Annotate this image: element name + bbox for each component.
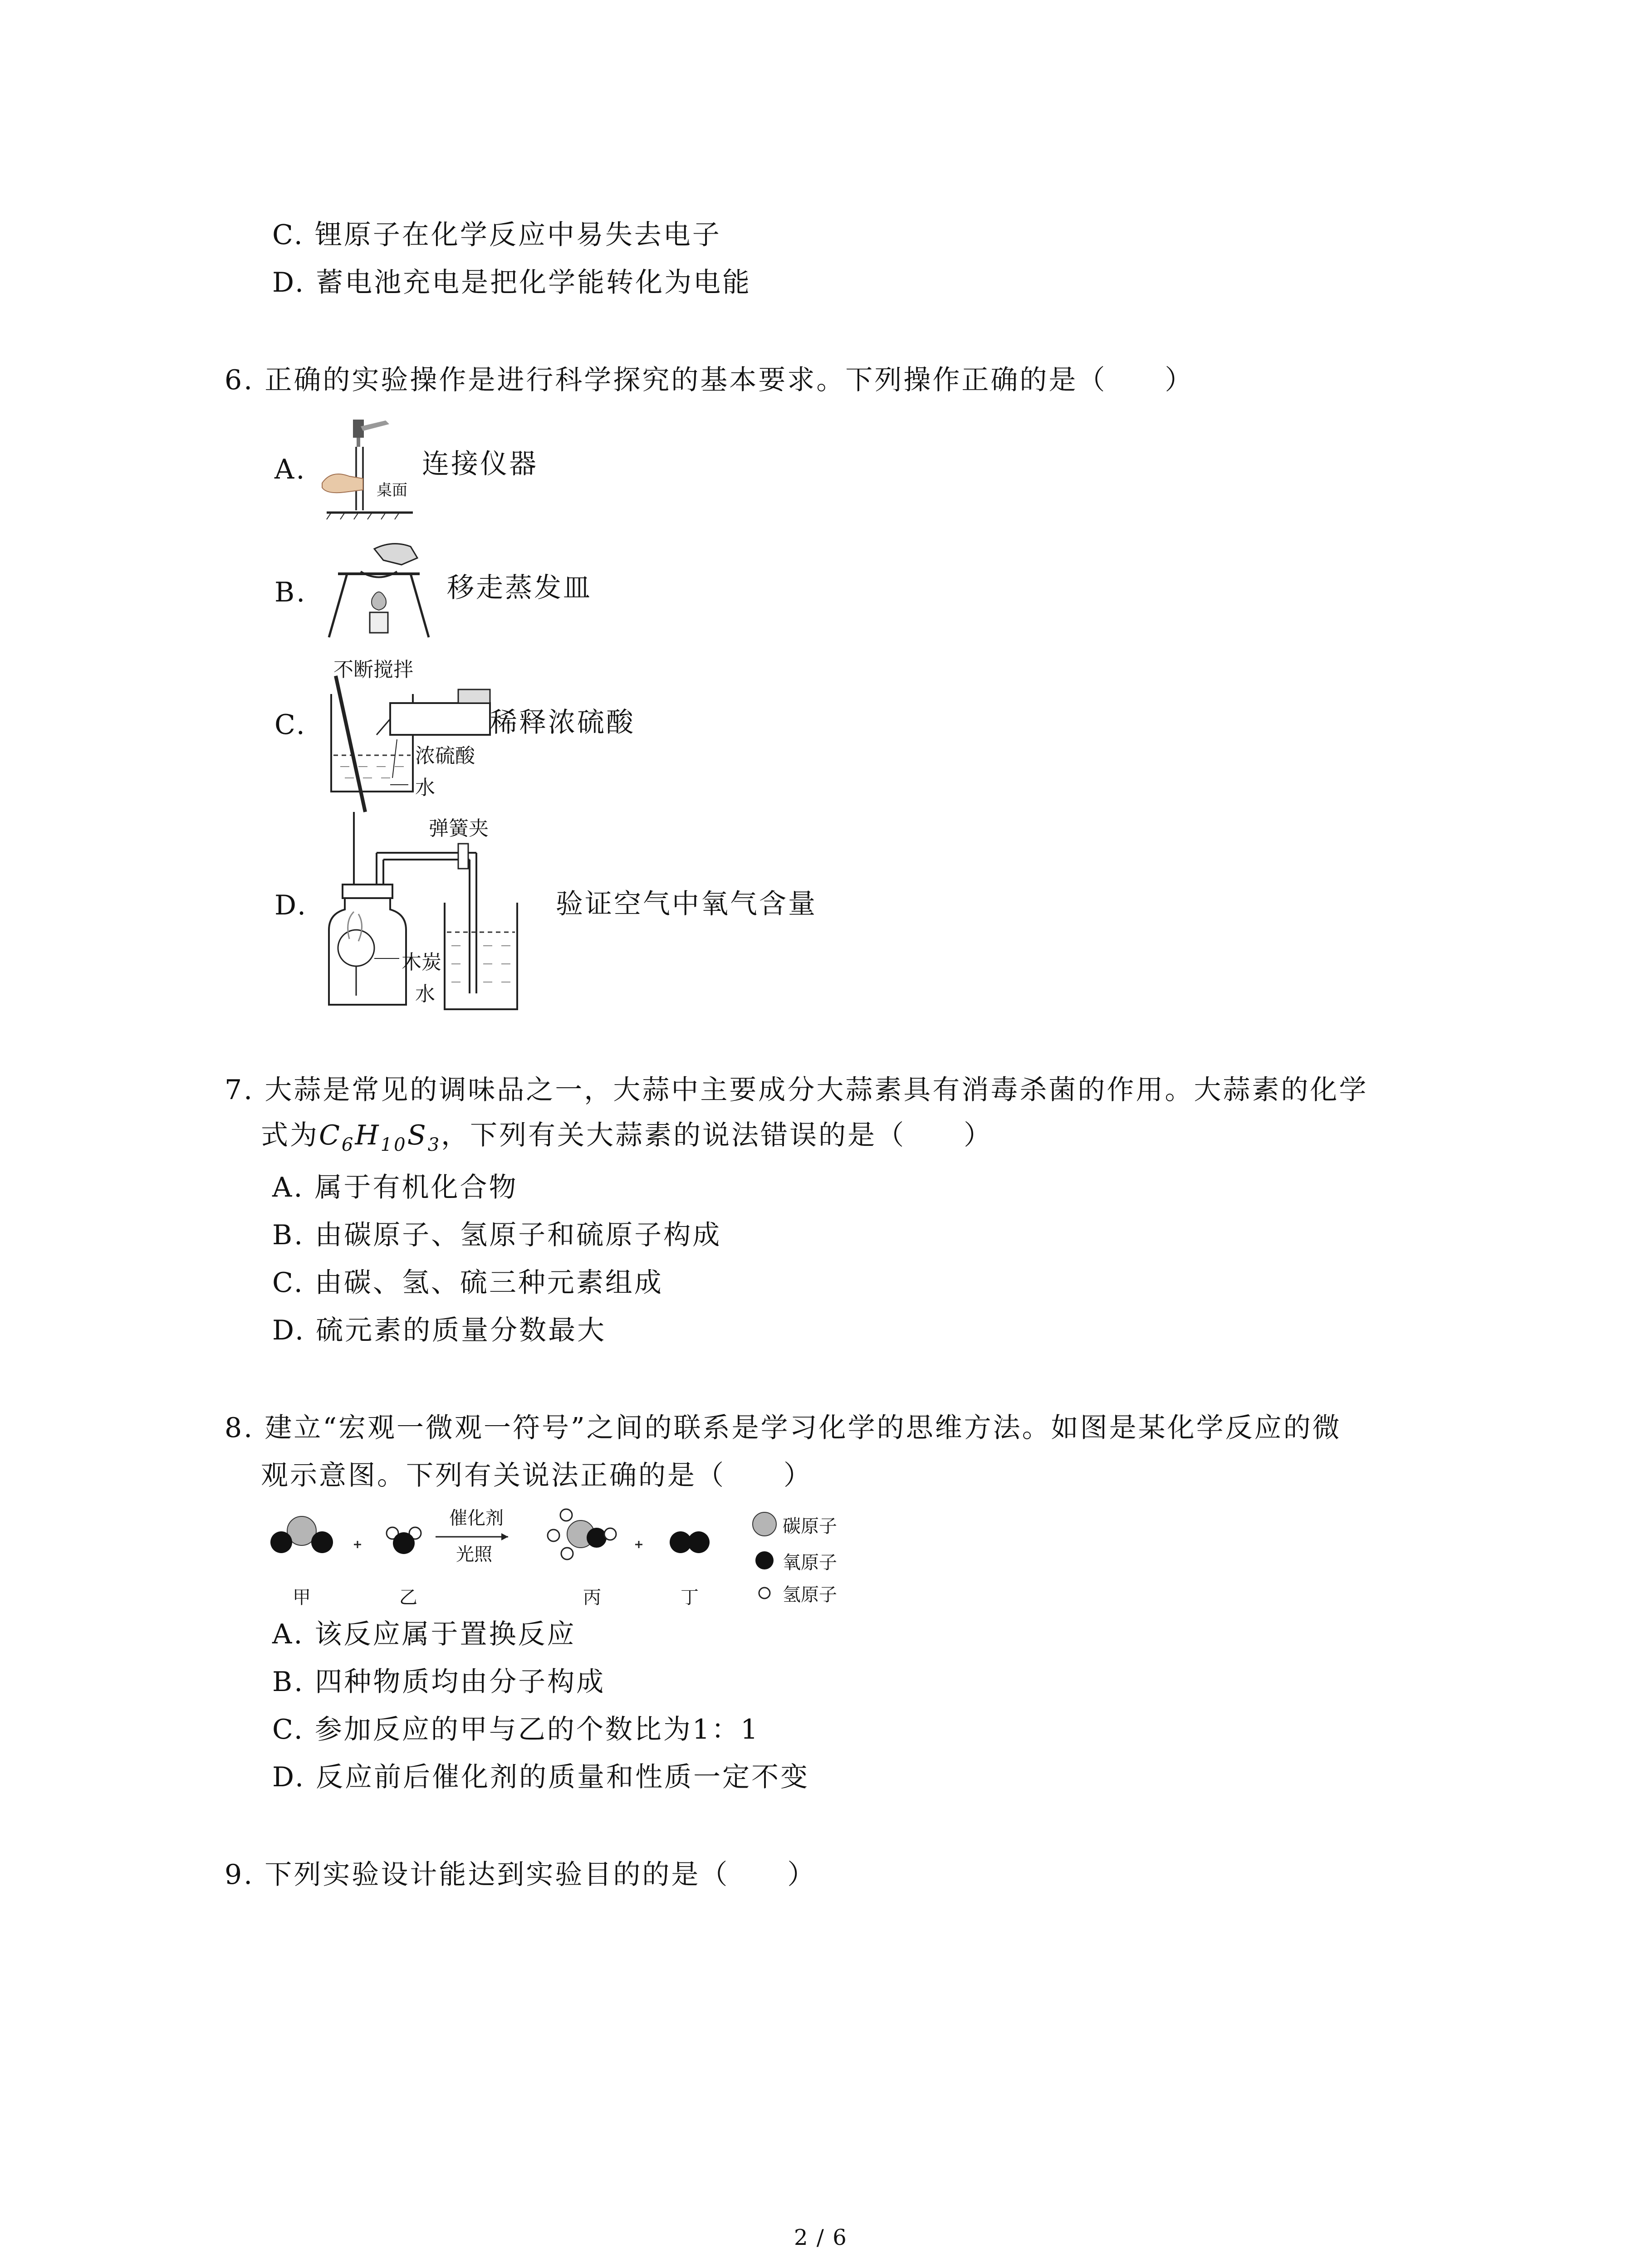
q6-option-b-text: 移走蒸发皿 bbox=[447, 572, 592, 604]
legend-markers bbox=[753, 1512, 776, 1598]
q6-stem: 6. 正确的实验操作是进行科学探究的基本要求。下列操作正确的是（ ） bbox=[225, 364, 1194, 396]
q8-legend-oxygen: 氧原子 bbox=[783, 1552, 837, 1573]
reaction-arrow bbox=[436, 1533, 508, 1540]
q7-option-a: A. 属于有机化合物 bbox=[272, 1172, 518, 1203]
q8-label-ding: 丁 bbox=[681, 1587, 699, 1608]
molecule-yi bbox=[387, 1527, 421, 1554]
q8-label-bing: 丙 bbox=[583, 1587, 601, 1608]
molecule-bing bbox=[548, 1509, 616, 1559]
q8-arrow-top: 催化剂 bbox=[449, 1508, 504, 1529]
q8-label-yi: 乙 bbox=[399, 1587, 417, 1608]
q8-option-b: B. 四种物质均由分子构成 bbox=[272, 1666, 606, 1698]
q6-figure-d-oxygen-test bbox=[327, 812, 563, 1016]
q7-stem-line2: 式为$C_6H_{10}S_3$，下列有关大蒜素的说法错误的是（ ） bbox=[261, 1119, 993, 1155]
q6-figure-d-label-charcoal: 木炭 bbox=[402, 951, 441, 974]
q6-figure-b-evaporating-dish bbox=[320, 540, 438, 644]
q6-figure-d-label-clamp: 弹簧夹 bbox=[429, 817, 489, 840]
q7-option-c: C. 由碳、氢、硫三种元素组成 bbox=[272, 1267, 663, 1299]
q5-option-c: C. 锂原子在化学反应中易失去电子 bbox=[272, 219, 721, 251]
q7-option-d: D. 硫元素的质量分数最大 bbox=[272, 1315, 607, 1346]
page-number: 2 / 6 bbox=[794, 2225, 847, 2250]
q6-option-a-text: 连接仪器 bbox=[422, 448, 538, 480]
q6-option-c-text: 稀释浓硫酸 bbox=[490, 707, 635, 738]
q6-option-d-letter: D. bbox=[274, 890, 308, 921]
q6-figure-c-label-acid: 浓硫酸 bbox=[415, 744, 475, 767]
q9-stem: 9. 下列实验设计能达到实验目的的是（ ） bbox=[225, 1859, 817, 1891]
q5-option-d: D. 蓄电池充电是把化学能转化为电能 bbox=[272, 267, 752, 298]
q6-option-b-letter: B. bbox=[274, 577, 307, 608]
q8-stem-line2: 观示意图。下列有关说法正确的是（ ） bbox=[261, 1460, 813, 1491]
q7-option-b: B. 由碳原子、氢原子和硫原子构成 bbox=[272, 1219, 722, 1251]
plus-sign bbox=[635, 1541, 642, 1548]
q6-figure-a-label: 桌面 bbox=[377, 481, 407, 499]
q8-reaction-diagram bbox=[268, 1506, 857, 1610]
molecule-ding bbox=[670, 1531, 710, 1553]
q6-figure-c-label-water: 水 bbox=[415, 776, 435, 799]
q6-option-d-text: 验证空气中氧气含量 bbox=[556, 888, 817, 920]
q6-option-a-letter: A. bbox=[274, 454, 307, 485]
molecule-jia bbox=[270, 1516, 333, 1553]
q8-option-c: C. 参加反应的甲与乙的个数比为1：1 bbox=[272, 1714, 760, 1745]
q8-stem-line1: 8. 建立“宏观一微观一符号”之间的联系是学习化学的思维方法。如图是某化学反应的微 bbox=[225, 1412, 1342, 1444]
q8-arrow-bottom: 光照 bbox=[456, 1544, 492, 1565]
q8-legend-carbon: 碳原子 bbox=[783, 1516, 837, 1537]
q8-option-d: D. 反应前后催化剂的质量和性质一定不变 bbox=[272, 1761, 810, 1793]
q6-figure-c-label-stir: 不断搅拌 bbox=[333, 658, 413, 681]
q8-option-a: A. 该反应属于置换反应 bbox=[272, 1618, 576, 1650]
q6-figure-d-label-water: 水 bbox=[415, 982, 435, 1006]
plus-sign bbox=[354, 1541, 361, 1548]
q6-option-c-letter: C. bbox=[274, 709, 307, 741]
q6-figure-a-connect-apparatus bbox=[318, 415, 417, 533]
q7-stem-line1: 7. 大蒜是常见的调味品之一，大蒜中主要成分大蒜素具有消毒杀菌的作用。大蒜素的化学 bbox=[225, 1074, 1368, 1106]
q8-label-jia: 甲 bbox=[293, 1587, 311, 1608]
q8-legend-hydrogen: 氢原子 bbox=[783, 1584, 837, 1605]
q7-formula: $C_6H_{10}S_3$ bbox=[319, 1119, 441, 1155]
